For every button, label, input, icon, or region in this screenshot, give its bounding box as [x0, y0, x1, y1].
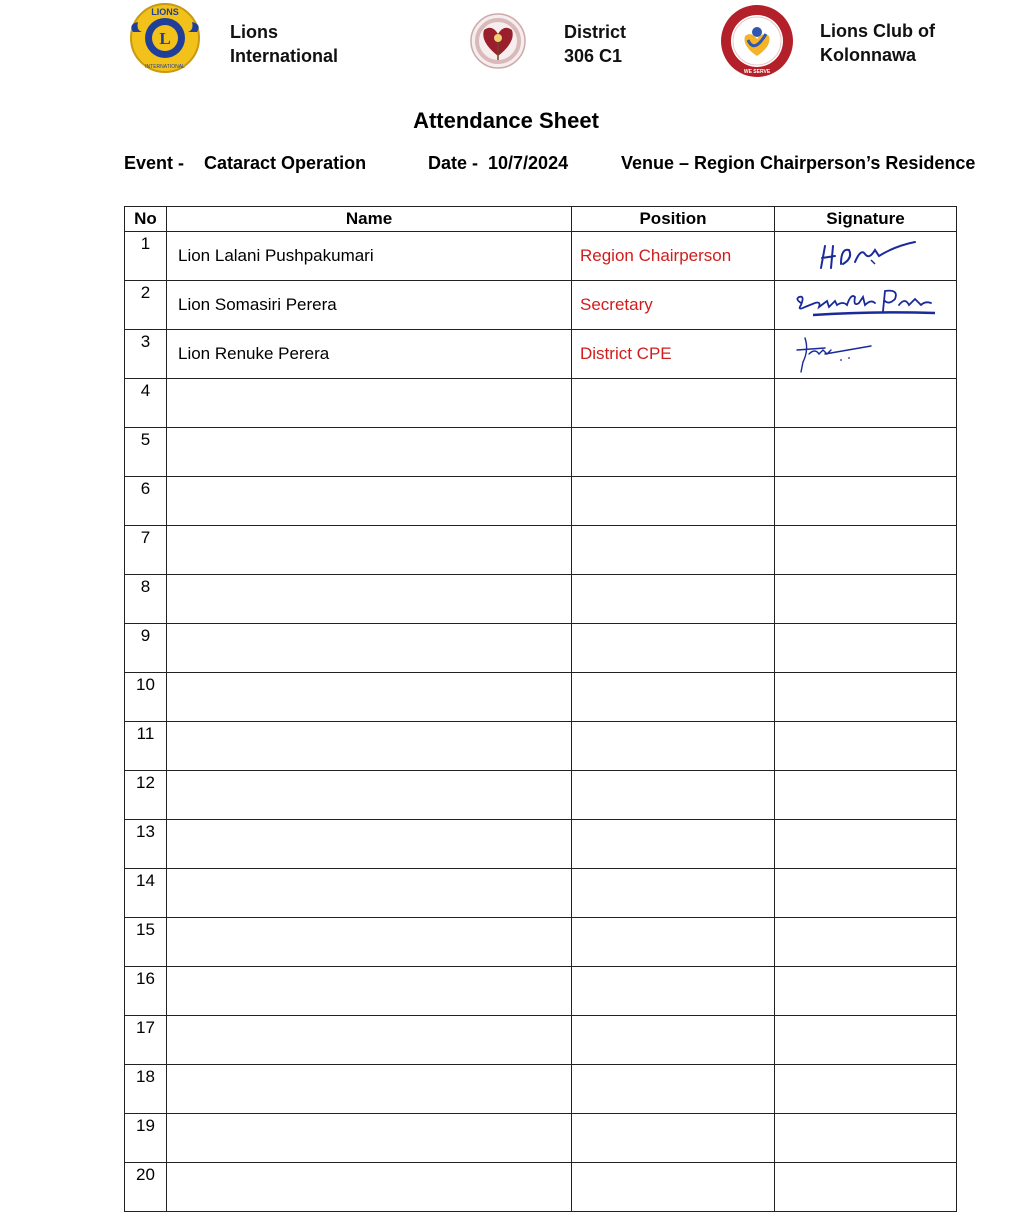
attendee-name: [167, 526, 572, 575]
attendee-position: [572, 1065, 775, 1114]
attendee-position: District CPE: [572, 330, 775, 379]
row-number: 11: [125, 722, 167, 771]
signature-2: [775, 283, 955, 327]
table-row: [125, 379, 957, 428]
attendance-rows: [125, 232, 957, 1212]
lions-international-logo: [128, 2, 202, 74]
signature-cell: [775, 575, 957, 624]
table-row: [125, 1163, 957, 1212]
attendee-position: [572, 673, 775, 722]
table-row: [125, 428, 957, 477]
attendee-name: Lion Somasiri Perera: [167, 281, 572, 330]
table-row: [125, 722, 957, 771]
signature-cell: [775, 330, 957, 379]
row-number: 20: [125, 1163, 167, 1212]
table-row: [125, 281, 957, 330]
attendee-position: [572, 575, 775, 624]
attendee-name: [167, 673, 572, 722]
signature-cell: [775, 1016, 957, 1065]
signature-cell: [775, 1114, 957, 1163]
org1-line1: Lions: [230, 22, 278, 42]
table-row: [125, 1016, 957, 1065]
attendee-position: [572, 1114, 775, 1163]
header-position: Position: [572, 207, 775, 232]
row-number: 19: [125, 1114, 167, 1163]
table-row: [125, 967, 957, 1016]
table-row: [125, 1065, 957, 1114]
row-number: 15: [125, 918, 167, 967]
table-row: [125, 477, 957, 526]
attendee-position: [572, 477, 775, 526]
attendee-name: [167, 918, 572, 967]
table-row: [125, 624, 957, 673]
row-number: 12: [125, 771, 167, 820]
attendee-name: [167, 624, 572, 673]
attendee-position: [572, 820, 775, 869]
row-number: 9: [125, 624, 167, 673]
kolonnawa-club-logo: [718, 4, 796, 78]
event-info: Event - Cataract Operation: [124, 153, 367, 173]
attendee-name: [167, 379, 572, 428]
table-row: [125, 869, 957, 918]
attendee-position: [572, 722, 775, 771]
row-number: 10: [125, 673, 167, 722]
row-number: 16: [125, 967, 167, 1016]
attendee-position: [572, 428, 775, 477]
table-row: [125, 1114, 957, 1163]
row-number: 8: [125, 575, 167, 624]
attendee-name: [167, 771, 572, 820]
attendee-name: [167, 428, 572, 477]
header-name: Name: [167, 207, 572, 232]
table-row: [125, 526, 957, 575]
org3-line1: Lions Club of: [820, 21, 935, 41]
attendee-name: Lion Renuke Perera: [167, 330, 572, 379]
row-number: 14: [125, 869, 167, 918]
attendee-name: [167, 1016, 572, 1065]
attendee-name: [167, 477, 572, 526]
row-number: 13: [125, 820, 167, 869]
attendee-name: [167, 1065, 572, 1114]
table-row: [125, 330, 957, 379]
org1-line2: International: [230, 46, 339, 66]
attendee-position: [572, 869, 775, 918]
svg-text:L: L: [159, 29, 171, 48]
table-row: [125, 575, 957, 624]
signature-cell: [775, 232, 957, 281]
attendee-name: [167, 967, 572, 1016]
signature-cell: [775, 918, 957, 967]
signature-cell: [775, 869, 957, 918]
signature-cell: [775, 1163, 957, 1212]
signature-cell: [775, 967, 957, 1016]
attendee-position: Secretary: [572, 281, 775, 330]
row-number: 18: [125, 1065, 167, 1114]
table-row: [125, 918, 957, 967]
signature-3: [775, 332, 955, 376]
attendee-name: [167, 869, 572, 918]
org2-name: [564, 20, 626, 68]
attendee-position: [572, 1163, 775, 1212]
attendee-position: [572, 526, 775, 575]
header-signature: Signature: [775, 207, 957, 232]
attendee-position: [572, 1016, 775, 1065]
signature-cell: [775, 624, 957, 673]
attendee-name: Lion Lalani Pushpakumari: [167, 232, 572, 281]
signature-1: [775, 234, 955, 278]
signature-cell: [775, 281, 957, 330]
attendee-position: [572, 967, 775, 1016]
row-number: 2: [125, 281, 167, 330]
signature-cell: [775, 526, 957, 575]
attendee-position: [572, 624, 775, 673]
attendee-position: Region Chairperson: [572, 232, 775, 281]
attendee-name: [167, 820, 572, 869]
org1-name: [230, 20, 338, 68]
signature-cell: [775, 722, 957, 771]
row-number: 3: [125, 330, 167, 379]
org2-line2: 306 C1: [564, 46, 623, 66]
signature-cell: [775, 1065, 957, 1114]
district-logo: [468, 12, 528, 70]
signature-cell: [775, 771, 957, 820]
table-row: [125, 771, 957, 820]
document-title: Attendance Sheet: [413, 108, 599, 133]
attendee-name: [167, 1163, 572, 1212]
table-row: [125, 820, 957, 869]
attendee-position: [572, 379, 775, 428]
attendee-name: [167, 722, 572, 771]
table-header-row: [125, 207, 957, 232]
venue-info: Venue – Region Chairperson’s Residence: [621, 153, 976, 173]
table-row: [125, 232, 957, 281]
logo1-text: LIONS: [151, 7, 179, 17]
table-row: [125, 673, 957, 722]
signature-cell: [775, 820, 957, 869]
signature-cell: [775, 379, 957, 428]
signature-cell: [775, 673, 957, 722]
row-number: 17: [125, 1016, 167, 1065]
row-number: 1: [125, 232, 167, 281]
logo3-text: WE SERVE: [743, 69, 771, 75]
date-info: Date - 10/7/2024: [428, 153, 569, 173]
row-number: 6: [125, 477, 167, 526]
org2-line1: District: [564, 22, 627, 42]
row-number: 5: [125, 428, 167, 477]
attendee-name: [167, 1114, 572, 1163]
org3-line2: Kolonnawa: [820, 45, 917, 65]
logo1-subtext: INTERNATIONAL: [145, 64, 185, 70]
attendee-name: [167, 575, 572, 624]
org3-name: [820, 19, 935, 67]
attendee-position: [572, 918, 775, 967]
row-number: 4: [125, 379, 167, 428]
header-no: No: [125, 207, 167, 232]
attendee-position: [572, 771, 775, 820]
row-number: 7: [125, 526, 167, 575]
signature-cell: [775, 428, 957, 477]
attendance-table: [124, 206, 957, 1212]
signature-cell: [775, 477, 957, 526]
